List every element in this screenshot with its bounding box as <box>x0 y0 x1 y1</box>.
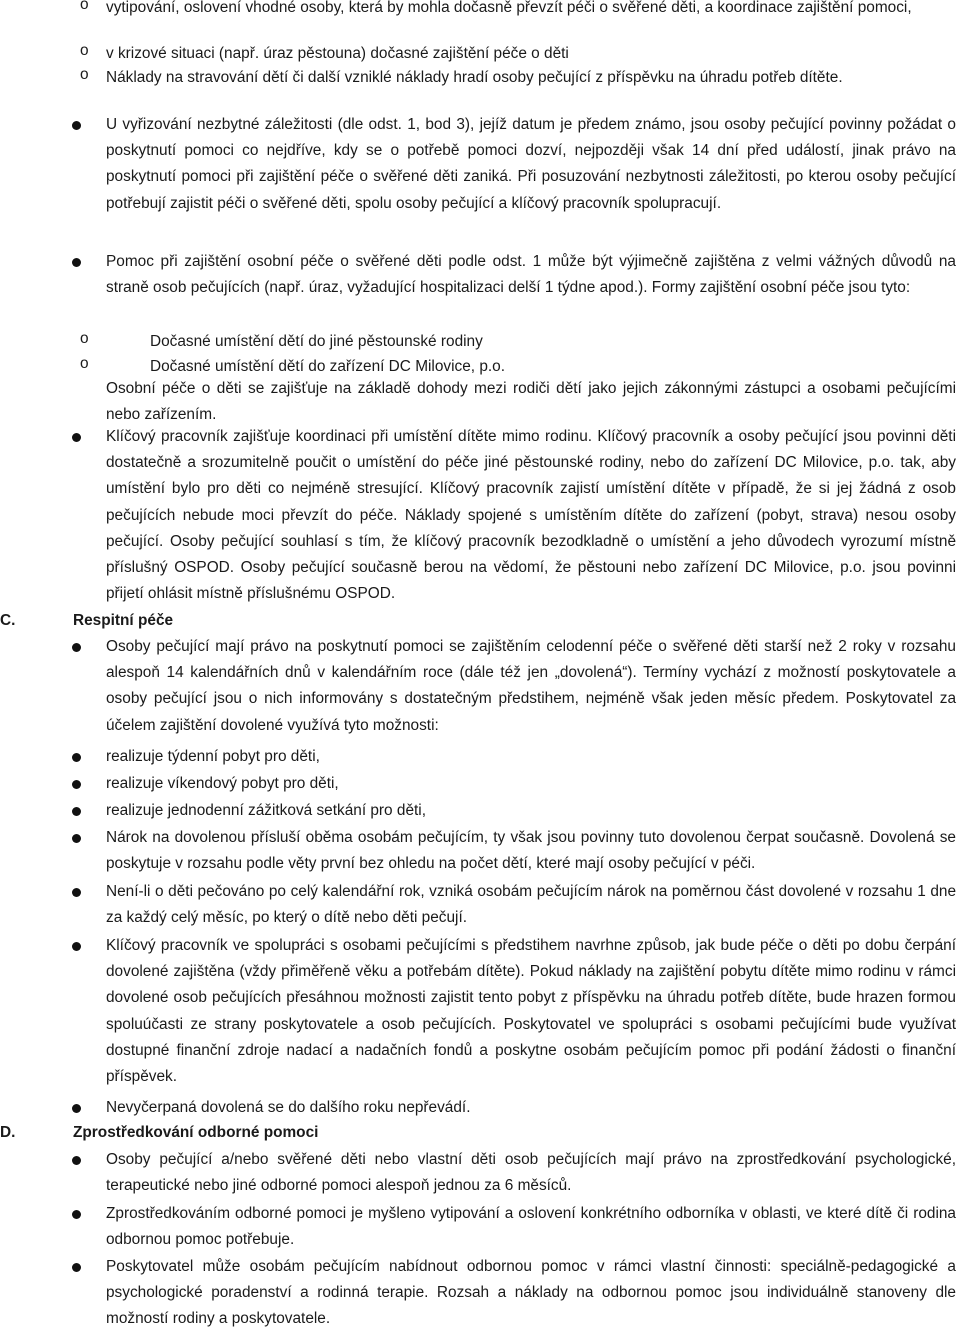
paragraph: Zprostředkováním odborné pomoci je myšleno vytipování a oslovení konkrétního odborníka v oblasti, ve které dítě či rodina odbornou pomoc potřebuje. <box>106 1205 956 1249</box>
list-item-text: Dočasné umístění dětí do jiné pěstounské rodiny <box>150 333 483 350</box>
bullet-dot <box>72 258 81 267</box>
list-item: realizuje jednodenní zážitková setkání pro děti, <box>106 802 426 819</box>
bullet-dot <box>72 780 81 789</box>
bullet-dot <box>72 1210 81 1219</box>
bullet-dot <box>72 888 81 897</box>
paragraph: Osoby pečující a/nebo svěřené děti nebo vlastní děti osob pečujících mají právo na zprostředkování psychologické, terapeutické nebo jiné odborné pomoci alespoň jednou za 6 měsíců. <box>106 1151 956 1195</box>
paragraph: Není-li o děti pečováno po celý kalendářní rok, vzniká osobám pečujícím nárok na poměrnou část dovolené v rozsahu 1 dne za každý celý měsíc, po který o dítě nebo děti pečují. <box>106 883 956 927</box>
bullet-dot <box>72 1156 81 1165</box>
paragraph: U vyřizování nezbytné záležitosti (dle odst. 1, bod 3), jejíž datum je předem známo, jsou osoby pečující povinny požádat o poskytnutí pomoci co nejdříve, kdy se o potřebě pomoci dozví, nejpozději však 14 dní před událostí, jinak právo na poskytnutí pomoci při zajištění péče o svěřené děti zaniká. Při posuzování nezbytnosti záležitosti, po kterou osoby pečující potřebují zajistit péči o svěřené děti, spolu osoby pečující a klíčový pracovník spolupracují. <box>106 116 956 212</box>
bullet-dot <box>72 942 81 951</box>
paragraph: Pomoc při zajištění osobní péče o svěřené děti podle odst. 1 může být výjimečně zajištěna z velmi vážných důvodů na straně osob pečujících (např. úraz, vyžadující hospitalizaci delší 1 týdne apod.). Formy zajištění osobní péče jsou tyto: <box>106 253 956 297</box>
list-item: realizuje týdenní pobyt pro děti, <box>106 748 320 765</box>
paragraph: Poskytovatel může osobám pečujícím nabídnout odbornou pomoc v rámci vlastní činnosti: speciálně-pedagogické a psychologické poradenství a rodinná terapie. Rozsah a náklady na odbornou pomoc jsou individuálně stanoveny dle možností rodiny a poskytovatele. <box>106 1258 956 1328</box>
list-marker: o <box>80 330 89 347</box>
bullet-dot <box>72 643 81 652</box>
bullet-dot <box>72 1104 81 1113</box>
bullet-dot <box>72 834 81 843</box>
section-title: Respitní péče <box>73 612 174 629</box>
bullet-dot <box>72 753 81 762</box>
section-title: Zprostředkování odborné pomoci <box>73 1124 319 1141</box>
paragraph: Nárok na dovolenou přísluší oběma osobám pečujícím, ty však jsou povinny tuto dovolenou čerpat současně. Dovolená se poskytuje v rozsahu podle věty první bez ohledu na počet dětí, které mají osoby pečující v péči. <box>106 829 956 873</box>
list-marker: o <box>80 66 89 83</box>
bullet-dot <box>72 433 81 442</box>
list-marker: o <box>80 355 89 372</box>
list-item: realizuje víkendový pobyt pro děti, <box>106 775 339 792</box>
list-item-text: v krizové situaci (např. úraz pěstouna) dočasné zajištění péče o děti <box>106 45 569 62</box>
list-item-text: Dočasné umístění dětí do zařízení DC Milovice, p.o. <box>150 358 505 375</box>
list-item: Nevyčerpaná dovolená se do dalšího roku nepřevádí. <box>106 1099 471 1116</box>
bullet-dot <box>72 1263 81 1272</box>
paragraph: Klíčový pracovník zajišťuje koordinaci při umístění dítěte mimo rodinu. Klíčový pracovník a osoby pečující jsou povinni děti dostatečně a srozumitelně poučit o umístění do péče jiné pěstounské rodiny, nebo do zařízení DC Milovice, p.o. tak, aby umístění bylo pro děti co nejméně stresující. Klíčový pracovník zajistí umístění dítěte v případě, že si jej žádná z osob pečujících nebude moci převzít do péče. Náklady spojené s umístěním dítěte do zařízení (pobyt, strava) nesou osoby pečující. Osoby pečující souhlasí s tím, že klíčový pracovník bezodkladně o umístění a jeho důvodech vyrozumí místně příslušný OSPOD. Osoby pečující současně berou na vědomí, že pěstouni nebo zařízení DC Milovice, p.o. jsou povinni přijetí ohlásit místně příslušnému OSPOD. <box>106 428 956 603</box>
section-letter: C. <box>0 612 16 629</box>
list-item-text: Náklady na stravování dětí či další vzniklé náklady hradí osoby pečující z příspěvku na úhradu potřeb dítěte. <box>106 69 843 86</box>
list-marker: o <box>80 42 89 59</box>
section-letter: D. <box>0 1124 16 1141</box>
paragraph: Osobní péče o děti se zajišťuje na základě dohody mezi rodiči dětí jako jejich zákonnými zástupci a osobami pečujícími nebo zařízením. <box>106 380 956 423</box>
list-item-text: vytipování, oslovení vhodné osoby, která by mohla dočasně převzít péči o svěřené děti, a koordinace zajištění pomoci, <box>106 0 912 16</box>
bullet-dot <box>72 121 81 130</box>
bullet-dot <box>72 807 81 816</box>
paragraph: Klíčový pracovník ve spolupráci s osobami pečujícími s předstihem navrhne způsob, jak bude péče o děti po dobu čerpání dovolené zajištěna (vždy přiměřeně věku a potřebám dítěte). Pokud náklady na zajištění pobytu dítěte mimo rodinu v rámci dovolené osob pečujících přesáhnou možnosti zajistit tento pobyt z příspěvku na úhradu potřeb dítěte, bude hrazen formou spoluúčasti ze strany poskytovatele a osob pečujících. Poskytovatel ve spolupráci s osobami pečujícími bude využívat dostupné finanční zdroje nadací a nadačních fondů a poskytne osobám pečujícím pomoc při podání žádosti o finanční příspěvek. <box>106 937 956 1086</box>
paragraph: Osoby pečující mají právo na poskytnutí pomoci se zajištěním celodenní péče o svěřené děti starší než 2 roky v rozsahu alespoň 14 kalendářních dnů v kalendářním roce (dále též jen „dovolená“). Termíny vychází z možností poskytovatele a osoby pečující jsou o nich informovány s dostatečným předstihem, nejméně však jeden měsíc předem. Poskytovatel za účelem zajištění dovolené využívá tyto možnosti: <box>106 638 956 734</box>
list-marker: o <box>80 0 89 13</box>
